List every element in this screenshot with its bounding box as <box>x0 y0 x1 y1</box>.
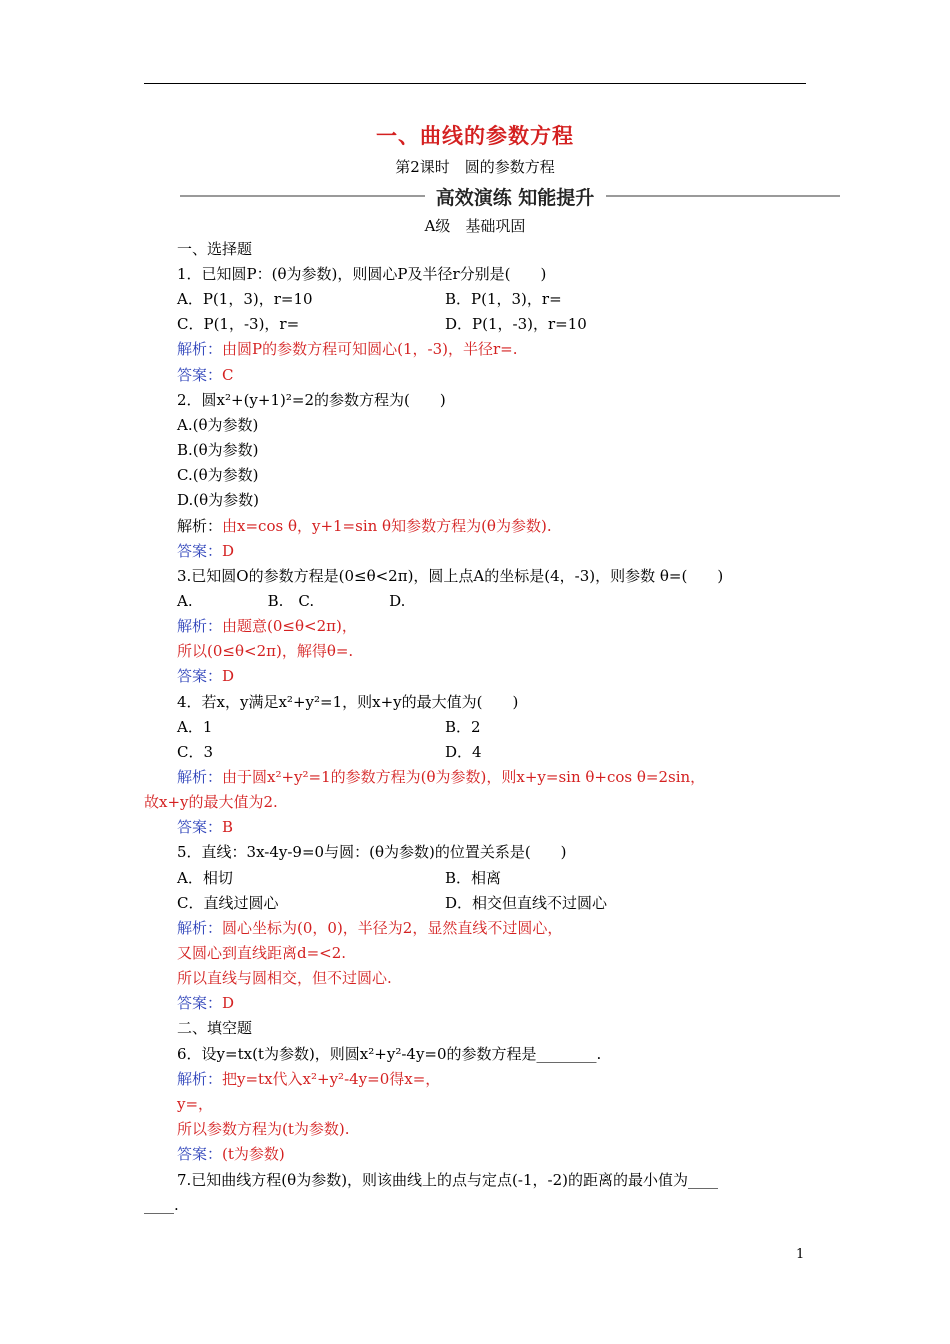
banner-line-right <box>606 195 840 197</box>
q1-option-d: D．P(1，-3)，r=10 <box>445 315 587 333</box>
q6-analysis <box>177 1068 440 1090</box>
q5-option-c: C．直线过圆心 <box>177 894 279 912</box>
q2-analysis-text: 由x=cos θ，y+1=sin θ知参数方程为(θ为参数). <box>222 517 552 535</box>
q6-answer-text: (t为参数) <box>222 1145 285 1163</box>
q1-option-b: B．P(1，3)，r= <box>445 290 562 308</box>
analysis-label: 解析： <box>177 768 223 786</box>
q2-option-b: B.(θ为参数) <box>177 441 259 459</box>
q1-option-a: A．P(1，3)，r=10 <box>177 290 313 308</box>
q4-stem: 4．若x，y满足x²+y²=1，则x+y的最大值为( ) <box>177 693 519 711</box>
answer-label: 答案： <box>177 542 223 560</box>
q7-stem-continued: ____. <box>144 1196 179 1214</box>
q3-answer <box>177 665 234 687</box>
q3-analysis-line2: 所以(0≤θ<2π)，解得θ=. <box>177 642 354 660</box>
page-number: 1 <box>796 1247 805 1262</box>
q1-answer-text: C <box>222 366 234 384</box>
q4-option-d: D．4 <box>445 743 482 761</box>
analysis-label: 解析： <box>177 919 223 937</box>
analysis-label: 解析： <box>177 617 223 635</box>
q6-answer <box>177 1143 285 1165</box>
q6-analysis-text: 把y=tx代入x²+y²-4y=0得x=， <box>222 1070 441 1088</box>
q7-stem: 7.已知曲线方程(θ为参数)，则该曲线上的点与定点(-1，-2)的距离的最小值为____ <box>177 1171 718 1189</box>
page-title: 一、曲线的参数方程 <box>376 124 574 148</box>
q4-option-c: C．3 <box>177 743 214 761</box>
q4-analysis-text: 由于圆x²+y²=1的参数方程为(θ为参数)，则x+y=sin θ+cos θ=2sin， <box>222 768 706 786</box>
answer-label: 答案： <box>177 1145 223 1163</box>
q2-answer-text: D <box>222 542 235 560</box>
analysis-label: 解析： <box>177 517 223 535</box>
section-choice: 一、选择题 <box>177 240 253 258</box>
q5-stem: 5．直线：3x-4y-9=0与圆：(θ为参数)的位置关系是( ) <box>177 843 567 861</box>
q2-option-c: C.(θ为参数) <box>177 466 259 484</box>
q5-analysis-line3: 所以直线与圆相交，但不过圆心. <box>177 969 392 987</box>
answer-label: 答案： <box>177 667 223 685</box>
practice-banner <box>180 183 840 209</box>
q2-answer <box>177 540 234 562</box>
q3-options: A. B. C. D. <box>177 592 406 610</box>
q1-stem: 1．已知圆P：(θ为参数)，则圆心P及半径r分别是( ) <box>177 265 547 283</box>
q4-answer-text: B <box>222 818 234 836</box>
q4-answer <box>177 816 233 838</box>
header-rule <box>144 83 806 84</box>
answer-label: 答案： <box>177 818 223 836</box>
analysis-label: 解析： <box>177 1070 223 1088</box>
q6-analysis-line2: y=， <box>177 1095 214 1113</box>
q4-option-b: B．2 <box>445 718 481 736</box>
banner-text: 高效演练 知能提升 <box>435 187 595 209</box>
q3-stem: 3.已知圆O的参数方程是(0≤θ<2π)，圆上点A的坐标是(4，-3)，则参数 θ=( ) <box>177 567 724 585</box>
q4-analysis-line2: 故x+y的最大值为2. <box>144 793 278 811</box>
q3-analysis-text: 由题意(0≤θ<2π)， <box>222 617 357 635</box>
q5-answer-text: D <box>222 994 235 1012</box>
analysis-label: 解析： <box>177 340 223 358</box>
q5-option-a: A．相切 <box>177 869 233 887</box>
banner-line-left <box>180 195 425 197</box>
q5-analysis <box>177 917 562 939</box>
q6-stem: 6．设y=tx(t为参数)，则圆x²+y²-4y=0的参数方程是________. <box>177 1045 602 1063</box>
q4-option-a: A．1 <box>177 718 213 736</box>
q5-analysis-text: 圆心坐标为(0，0)，半径为2，显然直线不过圆心， <box>222 919 563 937</box>
q1-analysis-text: 由圆P的参数方程可知圆心(1，-3)，半径r=. <box>222 340 518 358</box>
section-fill: 二、填空题 <box>177 1019 253 1037</box>
q1-answer <box>177 364 234 386</box>
q2-option-a: A.(θ为参数) <box>177 416 259 434</box>
level-label: A级 基础巩固 <box>424 217 526 235</box>
q5-option-d: D．相交但直线不过圆心 <box>445 894 608 912</box>
q5-answer <box>177 992 234 1014</box>
q2-analysis <box>177 515 552 537</box>
q3-answer-text: D <box>222 667 235 685</box>
q6-analysis-line3: 所以参数方程为(t为参数). <box>177 1120 350 1138</box>
q5-analysis-line2: 又圆心到直线距离d=<2. <box>177 944 347 962</box>
answer-label: 答案： <box>177 994 223 1012</box>
lesson-subtitle: 第2课时 圆的参数方程 <box>395 158 555 176</box>
q5-option-b: B．相离 <box>445 869 502 887</box>
q2-stem: 2．圆x²+(y+1)²=2的参数方程为( ) <box>177 391 446 409</box>
q1-option-c: C．P(1，-3)，r= <box>177 315 300 333</box>
answer-label: 答案： <box>177 366 223 384</box>
q4-analysis <box>177 766 705 788</box>
q2-option-d: D.(θ为参数) <box>177 491 259 509</box>
q3-analysis <box>177 615 357 637</box>
q1-analysis <box>177 338 517 360</box>
